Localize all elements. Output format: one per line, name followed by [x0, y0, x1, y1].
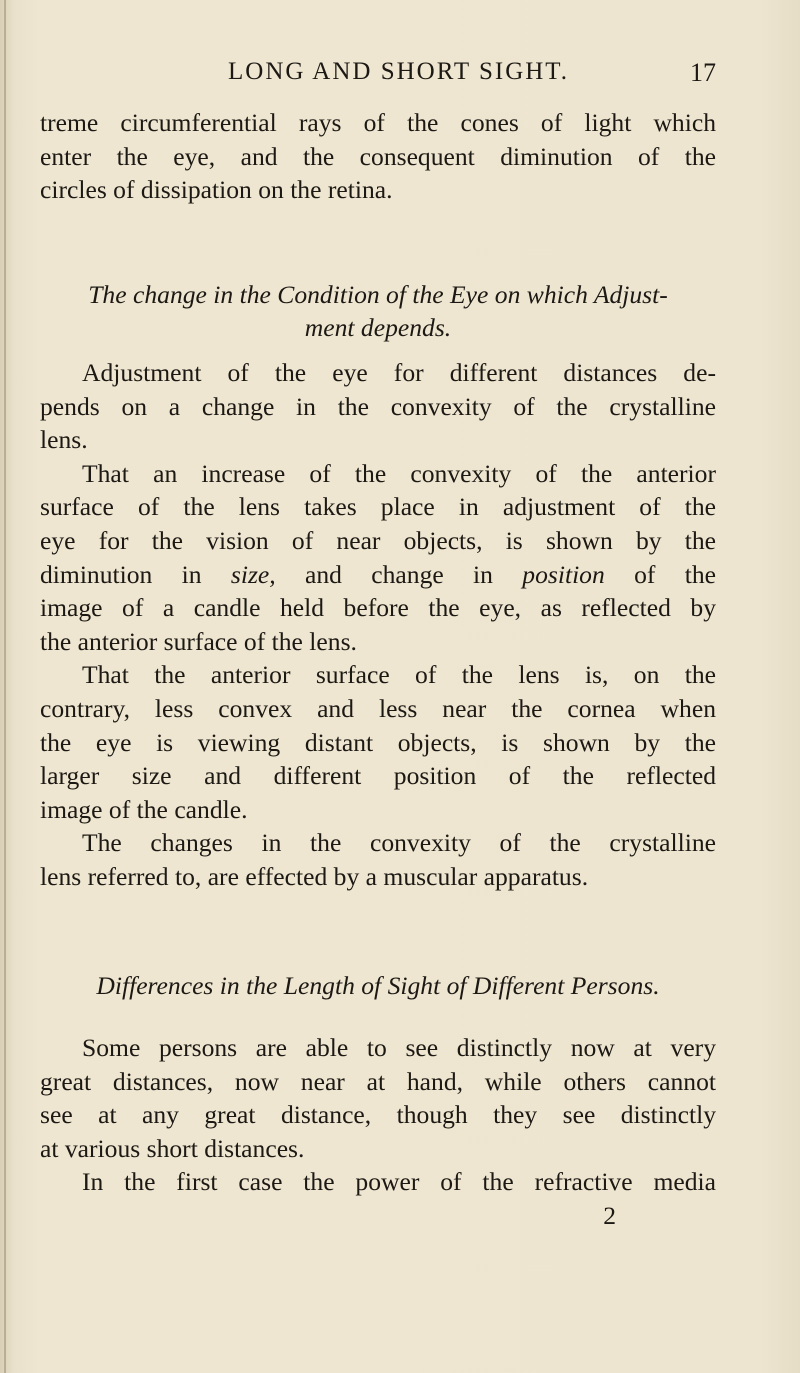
text-line: enter the eye, and the consequent diminution of the: [40, 141, 716, 171]
text-line: lens.: [40, 425, 88, 455]
paragraph-first-case: [40, 1165, 716, 1199]
text-line: That the anterior surface of the lens is, on the: [82, 660, 716, 690]
emphasis-size: size,: [230, 559, 276, 589]
paragraph-continuation: [40, 106, 716, 207]
running-head: [0, 58, 800, 98]
text-line: treme circumferential rays of the cones of light which: [40, 108, 716, 137]
section-heading-differences: [40, 969, 716, 1003]
paragraph-adjustment: [40, 356, 716, 457]
running-head-title: LONG AND SHORT SIGHT.: [228, 58, 569, 85]
emphasis-position: position: [522, 559, 605, 589]
text-line: at various short distances.: [40, 1133, 305, 1163]
text-line: surface of the lens takes place in adjustment of the: [40, 492, 716, 522]
text-line: Some persons are able to see distinctly now at very: [82, 1033, 716, 1063]
text-line: lens referred to, are effected by a muscular apparatus.: [40, 861, 589, 891]
text-line: image of a candle held before the eye, as reflected by: [40, 593, 716, 623]
text-line: the anterior surface of the lens.: [40, 626, 357, 656]
paragraph-anterior-distant: [40, 658, 716, 826]
heading-spacer: [40, 1003, 716, 1031]
text-line: larger size and different position of the reflected: [40, 761, 716, 791]
text-line: circles of dissipation on the retina.: [40, 175, 393, 205]
paragraph-some-persons: [40, 1031, 716, 1165]
text-run: and change in: [275, 559, 523, 589]
body-text: [40, 106, 716, 1233]
text-run: of the: [604, 559, 717, 589]
text-line: The changes in the convexity of the crystalline: [82, 828, 716, 858]
paragraph-muscular-apparatus: [40, 826, 716, 893]
text-line: great distances, now near at hand, while others cannot: [40, 1066, 716, 1096]
text-line: Adjustment of the eye for different distances de-: [82, 357, 716, 387]
text-line-emphasis: [40, 558, 716, 592]
heading-line: Differences in the Length of Sight of Different Persons.: [96, 971, 660, 1001]
text-line: the eye is viewing distant objects, is shown by the: [40, 727, 716, 757]
text-run: diminution in: [40, 559, 231, 589]
text-line: see at any great distance, though they see distinctly: [40, 1100, 716, 1130]
section-heading-adjustment: [40, 278, 716, 345]
page-number: 17: [690, 58, 716, 87]
heading-line: The change in the Condition of the Eye on which Adjust-: [88, 279, 668, 309]
text-line: That an increase of the convexity of the anterior: [82, 458, 716, 488]
paragraph-anterior-increase: [40, 457, 716, 659]
text-line: image of the candle.: [40, 794, 248, 824]
page-gutter-edge: [4, 0, 6, 1373]
section-spacer: [40, 207, 716, 278]
signature-mark: 2: [603, 1201, 616, 1231]
heading-spacer: [40, 345, 716, 356]
text-line: In the first case the power of the refractive media: [82, 1167, 716, 1197]
section-spacer: [40, 893, 716, 969]
heading-line: ment depends.: [304, 313, 452, 343]
text-line: eye for the vision of near objects, is shown by the: [40, 525, 716, 555]
text-line: pends on a change in the convexity of the crystalline: [40, 391, 716, 421]
text-line: contrary, less convex and less near the cornea when: [40, 693, 716, 723]
